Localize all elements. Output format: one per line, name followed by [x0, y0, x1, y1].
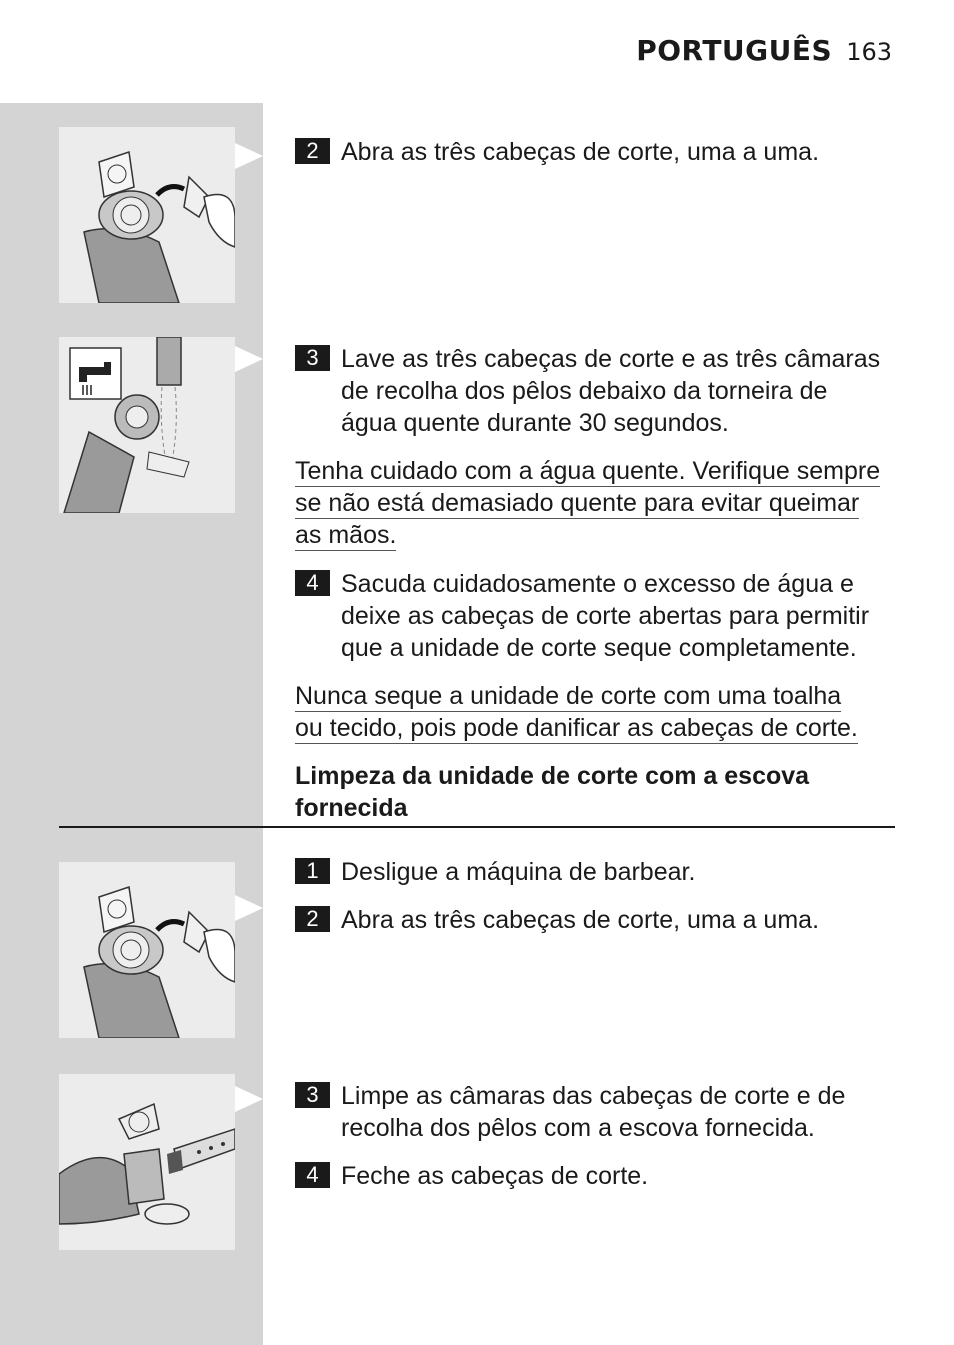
step-number-badge: 3: [295, 345, 330, 371]
illustration-pointer: [235, 143, 263, 169]
step-rinse-heads: [295, 343, 899, 439]
step-text-line: de recolha dos pêlos debaixo da torneira de: [341, 377, 828, 405]
step-text-line: Lave as três cabeças de corte e as três câmaras: [341, 345, 881, 373]
warning-line: ou tecido, pois pode danificar as cabeças de corte.: [295, 714, 858, 742]
step-text: Feche as cabeças de corte.: [341, 1162, 649, 1190]
step-text-line: água quente durante 30 segundos.: [341, 409, 729, 437]
warning-line: as mãos.: [295, 521, 397, 549]
step-number-badge: 2: [295, 138, 330, 164]
warning-line: Nunca seque a unidade de corte com uma toalha: [295, 682, 842, 710]
step-number-badge: 4: [295, 570, 330, 596]
step-text-line: deixe as cabeças de corte abertas para permitir: [341, 602, 870, 630]
step-text-line: recolha dos pêlos com a escova fornecida.: [341, 1114, 815, 1142]
step-switch-off: [295, 856, 899, 888]
step-text: Desligue a máquina de barbear.: [341, 858, 696, 886]
illustration-pointer: [235, 346, 263, 372]
step-shake-dry: [295, 568, 899, 664]
section-language: PORTUGUÊS: [636, 34, 833, 67]
step-open-heads-2: [295, 904, 899, 936]
warning-hot-water: [295, 455, 899, 551]
illustration-pointer: [235, 1086, 263, 1112]
illustration-open-cutting-heads: [59, 127, 235, 303]
illustration-brush-cleaning: [59, 1074, 235, 1250]
warning-no-towel: [295, 680, 899, 744]
shaver-open-heads-icon: [59, 127, 235, 303]
page-number: 163: [846, 38, 892, 66]
section-heading: [295, 760, 899, 824]
step-number-badge: 1: [295, 858, 330, 884]
step-text-line: Limpe as câmaras das cabeças de corte e de: [341, 1082, 846, 1110]
step-text-line: que a unidade de corte seque completamente.: [341, 634, 857, 662]
step-text: Abra as três cabeças de corte, uma a uma.: [341, 138, 820, 166]
warning-line: se não está demasiado quente para evitar queimar: [295, 489, 860, 517]
tap-rinse-icon: [59, 337, 235, 513]
illustration-pointer: [235, 895, 263, 921]
brush-clean-icon: [59, 1074, 235, 1250]
step-brush-clean: [295, 1080, 899, 1144]
shaver-open-heads-icon: [59, 862, 235, 1038]
step-close-heads: [295, 1160, 899, 1192]
step-number-badge: 2: [295, 906, 330, 932]
step-text: Abra as três cabeças de corte, uma a uma.: [341, 906, 820, 934]
step-text-line: Sacuda cuidadosamente o excesso de água e: [341, 570, 854, 598]
section-heading-line: Limpeza da unidade de corte com a escova: [295, 762, 810, 790]
section-heading-line: fornecida: [295, 794, 408, 822]
step-number-badge: 3: [295, 1082, 330, 1108]
illustration-open-cutting-heads-2: [59, 862, 235, 1038]
step-number-badge: 4: [295, 1162, 330, 1188]
illustration-rinse-under-tap: [59, 337, 235, 513]
section-divider: [59, 826, 895, 828]
page-header: [636, 34, 892, 67]
step-open-heads: [295, 136, 899, 168]
warning-line: Tenha cuidado com a água quente. Verifique sempre: [295, 457, 881, 485]
